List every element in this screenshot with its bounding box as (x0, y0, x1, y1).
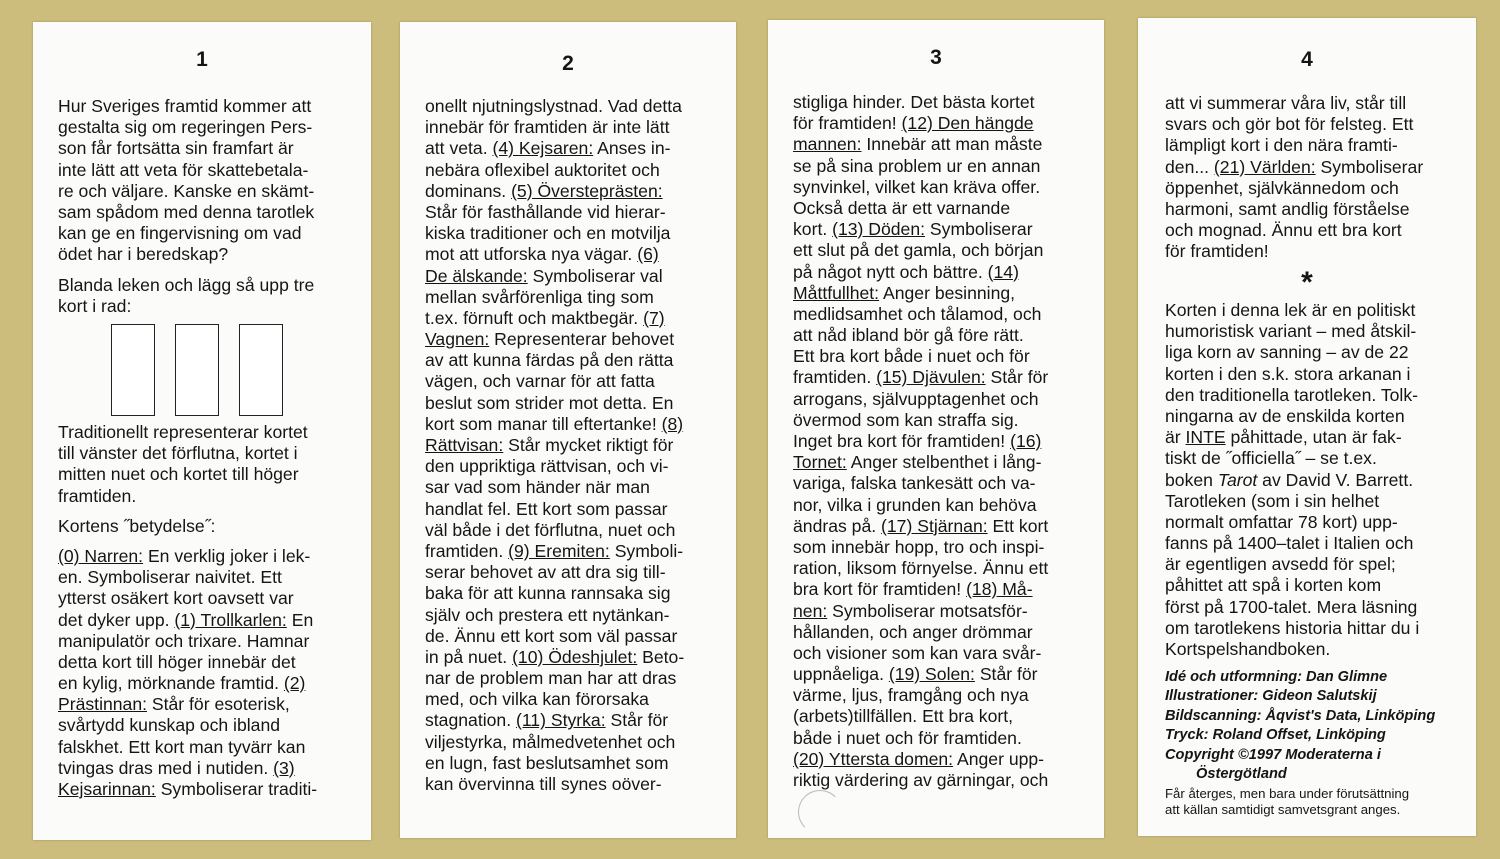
text-segment: ett slut på det gamla, och början (793, 240, 1044, 261)
text-line (793, 389, 1048, 410)
text-line (58, 737, 317, 758)
text-segment: uppnåeliga. (793, 664, 889, 685)
card-term: (8) (661, 413, 684, 434)
text-segment: påhittade, utan är fak- (1225, 427, 1402, 448)
text-segment: humoristisk variant – med åtskil- (1165, 321, 1417, 342)
text-segment: nebära oflexibel auktoritet och (425, 159, 660, 180)
card-1-intro (58, 96, 314, 317)
card-term: (21) Världen: (1213, 156, 1316, 177)
text-line (1165, 512, 1419, 533)
card-1 (33, 22, 371, 840)
text-segment: medlidsamhet och tålamod, och (793, 303, 1042, 324)
text-segment: mellan svårförenliga ting som (425, 286, 654, 307)
text-line (1165, 427, 1419, 448)
text-segment: för framtiden! (793, 113, 902, 134)
text-segment: Står för (974, 664, 1038, 685)
text-line (793, 283, 1048, 304)
text-segment: hållanden, och anger drömmar (793, 621, 1033, 642)
text-line (425, 456, 684, 477)
text-line (58, 652, 317, 673)
text-line (425, 223, 684, 244)
text-line (425, 520, 684, 541)
text-line (425, 668, 684, 689)
text-segment: Symboliserar val (527, 265, 663, 286)
text-segment: Står mycket riktigt för (503, 435, 674, 455)
text-line: Traditionellt representerar kortet (58, 422, 308, 442)
card-term: (3) (273, 757, 295, 778)
text-line (1165, 157, 1423, 178)
text-line (1165, 491, 1419, 512)
text-segment: onellt njutningslystnad. Vad detta (425, 96, 682, 116)
text-segment: synvinkel, vilket kan kräva offer. (793, 176, 1041, 197)
text-segment: harmoni, samt andlig förståelse (1165, 198, 1410, 219)
text-segment: variga, falska tankesätt och va- (793, 473, 1036, 494)
text-segment: ändras på. (793, 515, 882, 536)
text-segment: väl både i det förflutna, nuet och (425, 519, 676, 540)
text-line (793, 134, 1048, 155)
text-segment: av att kunna färdas på den rätta (425, 350, 674, 371)
card-slot-left (111, 324, 155, 416)
text-line (425, 138, 684, 159)
text-line: till vänster det förflutna, kortet i (58, 443, 298, 464)
text-line (425, 583, 684, 604)
card-term: De älskande: (425, 265, 528, 286)
text-segment: viljestyrka, målmedvetenhet och (425, 731, 676, 752)
card-term: (1) Trollkarlen: (174, 609, 287, 630)
text-segment: det dyker upp. (58, 609, 175, 630)
text-line (1165, 135, 1423, 156)
text-line (58, 673, 317, 694)
card-term: Måttfullhet: (793, 282, 880, 303)
text-line (425, 266, 684, 287)
text-segment: handlat fel. Ett kort som passar (425, 498, 668, 519)
text-line (793, 367, 1048, 388)
text-line (58, 546, 317, 567)
text-segment: Representerar behovet (489, 329, 675, 350)
card-4-text-top (1165, 93, 1423, 263)
text-segment: de. Ännu ett kort som väl passar (425, 625, 678, 646)
text-line (1165, 554, 1419, 575)
text-segment: dominans. (425, 180, 512, 201)
text-line (1165, 300, 1419, 321)
text-segment: fanns på 1400–talet i Italien och (1165, 533, 1414, 554)
text-segment: sar vad som händer när man (425, 477, 650, 498)
text-line (793, 601, 1048, 622)
italic-title: Tarot (1217, 469, 1258, 490)
footnote-line: att källan samtidigt samvetsgrant anges. (1165, 802, 1401, 817)
text-segment: kan övervinna till synes oöver- (425, 774, 662, 794)
text-segment: Ett kort (987, 515, 1049, 536)
text-segment: ytterst osäkert kort oavsett var (58, 588, 294, 609)
text-segment: ration, liksom förnyelse. Ännu ett (793, 558, 1049, 579)
text-line (1165, 342, 1419, 363)
card-term: INTE (1185, 427, 1226, 448)
text-line (793, 728, 1048, 749)
text-segment: kort som manar till eftertanke! (425, 413, 662, 434)
text-segment: (arbets)tillfällen. Ett bra kort, (793, 706, 1013, 727)
text-segment: först på 1700-talet. Mera läsning (1165, 596, 1418, 617)
text-segment: korten i den s.k. stora arkanan i (1165, 363, 1411, 384)
text-segment: en lugn, fast beslutsamhet som (425, 752, 669, 773)
text-segment: nor, vilka i grunden kan behöva (793, 494, 1037, 515)
text-segment: svars och gör bot för felsteg. Ett (1165, 114, 1414, 135)
card-term: (6) (637, 244, 659, 265)
text-segment: Inget bra kort för framtiden! (793, 431, 1011, 451)
card-2-text (425, 96, 684, 795)
text-segment: är egentligen avsedd för spel; (1165, 554, 1396, 575)
text-segment: av David V. Barrett. (1257, 469, 1414, 490)
card-term: (11) Styrka: (515, 710, 606, 731)
text-segment: ningarna av de enskilda korten (1165, 405, 1405, 426)
text-segment: själv och prestera ett nytänkan- (425, 604, 670, 625)
card-term: (0) Narren: (58, 545, 144, 566)
text-segment: arrogans, självupptagenhet och (793, 388, 1039, 409)
text-line (58, 567, 317, 588)
text-segment: Står för (605, 710, 669, 731)
text-line (425, 181, 684, 202)
text-line (425, 287, 684, 308)
card-slot-middle (175, 324, 219, 416)
text-segment: Ett bra kort både i nuet och för (793, 346, 1030, 367)
text-segment: beslut som strider mot detta. En (425, 392, 674, 413)
text-segment: Symboliserar motsatsför- (827, 600, 1028, 621)
asterisk-divider: * (1301, 266, 1313, 299)
text-segment: Korten i denna lek är en politiskt (1165, 300, 1416, 320)
text-segment: Anger stelbenthet i lång- (846, 452, 1042, 473)
card-term: (17) Stjärnan: (881, 515, 988, 536)
text-line (793, 622, 1048, 643)
card-term: Rättvisan: (425, 435, 504, 455)
credit-line: Illustrationer: Gideon Salutskij (1165, 688, 1377, 705)
text-segment: Anses in- (593, 138, 671, 159)
text-line: Hur Sveriges framtid kommer att (58, 96, 312, 116)
text-line (425, 732, 684, 753)
text-line (58, 694, 317, 715)
text-line (793, 410, 1048, 431)
text-segment: tvingas dras med i nutiden. (58, 757, 274, 778)
text-line (58, 758, 317, 779)
text-line (425, 329, 684, 350)
text-segment: är (1165, 427, 1186, 448)
card-term: mannen: (793, 134, 862, 155)
text-line (793, 325, 1048, 346)
text-segment: värme, ljus, framgång och nya (793, 685, 1029, 706)
text-line: son får fortsätta sin framfart är (58, 138, 294, 159)
card-term: Kejsarinnan: (58, 779, 156, 799)
text-line (425, 499, 684, 520)
text-segment: att veta. (425, 138, 493, 159)
text-line (793, 558, 1048, 579)
text-line: kort i rad: (58, 295, 132, 316)
card-term: (13) Döden: (832, 219, 926, 240)
text-segment: med, och vilka kan förorsaka (425, 689, 649, 710)
text-line (425, 626, 684, 647)
text-line (425, 477, 684, 498)
text-line (425, 393, 684, 414)
card-term: (14) (987, 261, 1019, 282)
card-number: 4 (1301, 48, 1313, 71)
text-segment: Symboliserar traditi- (155, 779, 318, 799)
text-segment: att vi summerar våra liv, står till (1165, 93, 1407, 113)
text-line (793, 516, 1048, 537)
text-line (425, 605, 684, 626)
text-line (793, 113, 1048, 134)
text-line (425, 244, 684, 265)
card-number: 3 (930, 46, 942, 69)
text-line (425, 435, 684, 456)
text-segment: Står för (985, 367, 1049, 388)
text-line (793, 431, 1048, 452)
text-line (425, 414, 684, 435)
text-line (425, 308, 684, 329)
text-segment: och visioner som kan vara svår- (793, 642, 1042, 663)
text-segment: övermod som kan straffa sig. (793, 409, 1019, 430)
text-line (425, 117, 684, 138)
card-number: 1 (196, 48, 208, 71)
text-line (1165, 220, 1423, 241)
card-term: (12) Den hängde (901, 113, 1034, 134)
text-segment: baka för att kunna rannsaka sig (425, 583, 671, 604)
text-line (425, 541, 684, 562)
text-segment: Symboliserar (1315, 156, 1424, 177)
text-segment: Anger besinning, (879, 282, 1016, 303)
text-line (793, 304, 1048, 325)
text-line (793, 706, 1048, 727)
text-line (1165, 618, 1419, 639)
credit-line: Idé och utformning: Dan Glimne (1165, 669, 1388, 685)
text-line (793, 770, 1048, 791)
text-line (793, 177, 1048, 198)
footnote (1165, 786, 1409, 818)
text-segment: Symboli- (609, 540, 684, 561)
text-segment: falskhet. Ett kort man tyvärr kan (58, 736, 306, 757)
text-line (793, 495, 1048, 516)
card-3 (768, 20, 1104, 838)
text-segment: detta kort till höger innebär det (58, 651, 296, 672)
text-segment: vägen, och varnar för att fatta (425, 371, 655, 392)
text-segment: en. Symboliserar naivitet. Ett (58, 567, 282, 588)
text-line: ödet har i beredskap? (58, 244, 229, 265)
card-term: nen: (793, 600, 828, 621)
text-segment: serar behovet av att dra sig till- (425, 562, 666, 583)
text-segment: att nåd ibland bör gå före rätt. (793, 325, 1024, 346)
text-line (1165, 406, 1419, 427)
text-segment: lämpligt kort i den nära framti- (1165, 135, 1398, 156)
card-term: (19) Solen: (888, 664, 975, 685)
text-line (425, 647, 684, 668)
text-segment: t.ex. förnuft och maktbegär. (425, 307, 644, 328)
text-segment: normalt omfattar 78 kort) upp- (1165, 511, 1398, 532)
credit-line: Bildscanning: Åqvist's Data, Linköping (1165, 707, 1436, 724)
credit-line: Östergötland (1196, 766, 1287, 783)
card-term: (18) Må- (966, 579, 1033, 600)
text-line (425, 710, 684, 731)
text-line (1165, 448, 1419, 469)
text-line: sam spådom med denna tarotlek (58, 201, 315, 222)
text-segment: nar de problem man har att dras (425, 668, 677, 689)
text-line (793, 452, 1048, 473)
text-segment: på något nytt och bättre. (793, 261, 988, 282)
text-line (425, 774, 684, 795)
text-line (793, 198, 1048, 219)
text-line (1165, 93, 1423, 114)
text-segment: Beto- (637, 646, 685, 667)
text-segment: öppenhet, självkännedom och (1165, 177, 1399, 198)
text-line (793, 219, 1048, 240)
card-term: (15) Djävulen: (876, 367, 986, 388)
text-line: re och väljare. Kanske en skämt- (58, 180, 315, 201)
text-line: mitten nuet och kortet till höger (58, 464, 299, 485)
text-line (58, 779, 317, 800)
text-segment: innebär för framtiden är inte lätt (425, 117, 670, 138)
text-segment: boken (1165, 469, 1218, 490)
text-segment: och mognad. Ännu ett bra kort (1165, 220, 1402, 241)
text-segment: Symboliserar (925, 219, 1033, 240)
text-segment: som innebär hopp, tro och inspi- (793, 536, 1045, 557)
text-line (1165, 321, 1419, 342)
card-term: (20) Yttersta domen: (793, 748, 954, 769)
text-line: inte lätt att veta för skattebetala- (58, 159, 309, 180)
text-segment: kiska traditioner och en motvilja (425, 223, 671, 244)
card-term: Vagnen: (425, 329, 490, 350)
card-term: (4) Kejsaren: (492, 138, 594, 159)
text-line (793, 262, 1048, 283)
text-segment: Står för esoterisk, (147, 694, 290, 715)
text-segment: den uppriktiga rättvisan, och vi- (425, 456, 669, 477)
text-line (793, 346, 1048, 367)
text-segment: bra kort för framtiden! (793, 579, 967, 600)
card-2 (400, 22, 736, 838)
text-segment: liga korn av sanning – av de 22 (1165, 342, 1409, 363)
text-line (425, 371, 684, 392)
text-segment: stagnation. (425, 710, 516, 731)
text-line (425, 160, 684, 181)
text-segment: manipulatör och trixare. Hamnar (58, 630, 310, 651)
text-line (1165, 385, 1419, 406)
text-line (425, 202, 684, 223)
text-line (1165, 533, 1419, 554)
text-line (425, 689, 684, 710)
punch-hole-mark (798, 790, 842, 834)
text-line (793, 240, 1048, 261)
text-line (58, 631, 317, 652)
text-line: Blanda leken och lägg så upp tre (58, 274, 315, 295)
text-segment: svårtydd kunskap och ibland (58, 715, 281, 736)
text-line (58, 588, 317, 609)
card-term: (2) (283, 673, 306, 694)
text-line (58, 715, 317, 736)
text-segment: se på sina problem ur en annan (793, 155, 1041, 176)
text-line (793, 537, 1048, 558)
card-term: Tornet: (793, 452, 847, 473)
text-segment: Tarotleken (som i sin helhet (1165, 490, 1380, 511)
text-segment: tiskt de ˝officiella˝ – se t.ex. (1165, 448, 1377, 469)
text-segment: framtiden. (425, 540, 509, 561)
credit-line: Copyright ©1997 Moderaterna i (1165, 746, 1381, 763)
card-term: Prästinnan: (58, 694, 147, 715)
card-term: (9) Eremiten: (508, 540, 610, 561)
text-segment: påhittet att spå i korten kom (1165, 575, 1382, 596)
text-line (793, 643, 1048, 664)
text-line (1165, 575, 1419, 596)
text-segment: den... (1165, 156, 1214, 177)
text-line: framtiden. (58, 485, 137, 506)
text-segment: kort. (793, 219, 833, 240)
text-segment: om tarotlekens historia hittar du i (1165, 617, 1420, 638)
text-line (425, 753, 684, 774)
card-4 (1138, 18, 1476, 836)
text-line (425, 350, 684, 371)
card-slot-right (239, 324, 283, 416)
text-segment: både i nuet och för framtiden. (793, 727, 1022, 748)
text-line (793, 685, 1048, 706)
text-line (793, 749, 1048, 770)
text-segment: framtiden. (793, 367, 877, 388)
text-line (1165, 364, 1419, 385)
text-segment: mot att utforska nya vägar. (425, 244, 638, 265)
text-line (1165, 241, 1423, 262)
text-line (425, 96, 684, 117)
card-1-after (58, 422, 317, 800)
card-term: (7) (643, 307, 665, 328)
text-line (58, 610, 317, 631)
text-line (1165, 199, 1423, 220)
card-term: (16) (1010, 431, 1042, 451)
card-3-text (793, 92, 1048, 791)
text-segment: Också detta är ett varnande (793, 197, 1011, 218)
text-segment: en kylig, mörknande framtid. (58, 673, 284, 694)
text-segment: riktig värdering av gärningar, och (793, 770, 1049, 790)
text-line (425, 562, 684, 583)
text-line (793, 664, 1048, 685)
credit-line: Tryck: Roland Offset, Linköping (1165, 727, 1386, 744)
card-term: (10) Ödeshjulet: (512, 646, 638, 667)
text-line: gestalta sig om regeringen Pers- (58, 117, 313, 138)
text-line: kan ge en fingervisning om vad (58, 223, 302, 244)
meanings-heading: Kortens ˝betydelse˝: (58, 515, 216, 536)
text-line (1165, 178, 1423, 199)
text-segment: Står för fasthållande vid hierar- (425, 201, 666, 222)
text-line (793, 92, 1048, 113)
text-segment: Kortspelshandboken. (1165, 639, 1331, 659)
text-line (793, 579, 1048, 600)
card-term: (5) Översteprästen: (511, 180, 663, 201)
text-segment: stigliga hinder. Det bästa kortet (793, 92, 1035, 112)
text-segment: Innebär att man måste (861, 134, 1043, 155)
text-line (1165, 114, 1423, 135)
text-line (1165, 639, 1419, 660)
text-line (793, 156, 1048, 177)
card-number: 2 (562, 52, 574, 75)
text-segment: den traditionella tarotleken. Tolk- (1165, 384, 1418, 405)
card-4-text-bottom (1165, 300, 1419, 660)
footnote-line: Får återges, men bara under förutsättning (1165, 786, 1410, 801)
text-segment: Anger upp- (953, 748, 1045, 769)
text-line (1165, 470, 1419, 491)
credits (1165, 668, 1435, 784)
text-line (793, 473, 1048, 494)
text-line (1165, 597, 1419, 618)
text-segment: för framtiden! (1165, 241, 1269, 262)
text-segment: in på nuet. (425, 646, 513, 667)
text-segment: En (286, 609, 314, 630)
text-segment: En verklig joker i lek- (143, 545, 311, 566)
meanings-list (58, 546, 317, 800)
